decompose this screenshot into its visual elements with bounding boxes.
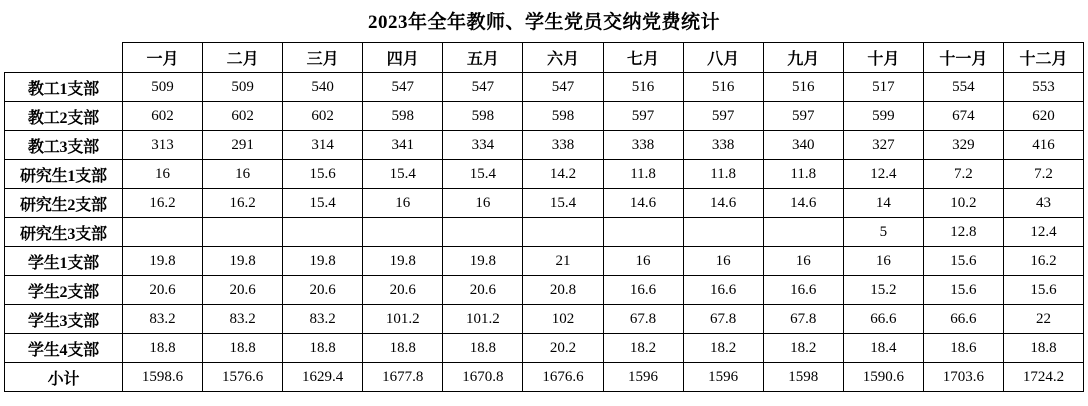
row-header-label: 学生1支部 [4, 247, 122, 276]
table-cell-value [122, 218, 202, 247]
table-cell-value: 11.8 [683, 160, 763, 189]
table-cell-value: 18.6 [923, 334, 1003, 363]
page-title: 2023年全年教师、学生党员交纳党费统计 [367, 12, 720, 33]
row-header-label: 研究生3支部 [4, 218, 122, 247]
table-cell-value: 20.6 [363, 276, 443, 305]
table-cell-value: 340 [763, 131, 843, 160]
column-header-month: 八月 [683, 43, 763, 73]
table-cell-value: 599 [843, 102, 923, 131]
table-row [4, 218, 1083, 247]
table-cell-value: 598 [523, 102, 603, 131]
table-cell-value: 314 [283, 131, 363, 160]
table-cell-value: 516 [763, 73, 843, 102]
table-cell-value: 553 [1003, 73, 1083, 102]
table-cell-value: 602 [203, 102, 283, 131]
table-cell-value: 16 [843, 247, 923, 276]
table-cell-value: 15.6 [923, 276, 1003, 305]
table-row [4, 160, 1083, 189]
column-header-month: 五月 [443, 43, 523, 73]
table-cell-value: 16 [122, 160, 202, 189]
table-cell-value: 1677.8 [363, 363, 443, 392]
table-cell-value: 12.4 [843, 160, 923, 189]
table-cell-value: 12.8 [923, 218, 1003, 247]
table-cell-value: 66.6 [923, 305, 1003, 334]
table-cell-value: 43 [1003, 189, 1083, 218]
table-cell-value: 14.2 [523, 160, 603, 189]
row-header-label: 学生4支部 [4, 334, 122, 363]
table-cell-value: 18.8 [283, 334, 363, 363]
table-cell-value: 329 [923, 131, 1003, 160]
table-cell-value: 18.2 [763, 334, 843, 363]
column-header-month: 二月 [203, 43, 283, 73]
column-header-month: 一月 [122, 43, 202, 73]
table-cell-value: 15.4 [443, 160, 523, 189]
row-header-label: 研究生2支部 [4, 189, 122, 218]
table-cell-value: 15.2 [843, 276, 923, 305]
table-cell-value: 16.2 [122, 189, 202, 218]
table-body [4, 73, 1083, 392]
table-cell-value: 16 [603, 247, 683, 276]
table-row [4, 305, 1083, 334]
column-header-month: 十一月 [923, 43, 1003, 73]
table-cell-value: 547 [443, 73, 523, 102]
table-cell-value: 516 [683, 73, 763, 102]
table-cell-value: 1670.8 [443, 363, 523, 392]
table-cell-value: 1724.2 [1003, 363, 1083, 392]
table-cell-value: 14 [843, 189, 923, 218]
table-cell-value: 18.8 [122, 334, 202, 363]
table-cell-value: 101.2 [443, 305, 523, 334]
table-cell-value: 554 [923, 73, 1003, 102]
table-cell-value: 1703.6 [923, 363, 1003, 392]
table-header [4, 43, 1083, 73]
table-cell-value [523, 218, 603, 247]
table-cell-value: 18.8 [363, 334, 443, 363]
table-cell-value: 19.8 [363, 247, 443, 276]
table-cell-value: 11.8 [603, 160, 683, 189]
table-cell-value: 597 [603, 102, 683, 131]
table-cell-value: 597 [683, 102, 763, 131]
table-cell-value: 602 [283, 102, 363, 131]
table-cell-value: 15.6 [1003, 276, 1083, 305]
column-header-month: 三月 [283, 43, 363, 73]
table-cell-value: 20.6 [283, 276, 363, 305]
table-cell-value: 1576.6 [203, 363, 283, 392]
table-cell-value: 10.2 [923, 189, 1003, 218]
table-cell-value: 15.4 [523, 189, 603, 218]
table-cell-value: 516 [603, 73, 683, 102]
table-cell-value: 16 [763, 247, 843, 276]
table-cell-value [763, 218, 843, 247]
table-cell-value: 18.8 [203, 334, 283, 363]
table-cell-value: 67.8 [763, 305, 843, 334]
table-cell-value: 16.6 [603, 276, 683, 305]
table-cell-value: 83.2 [122, 305, 202, 334]
table-cell-value: 547 [523, 73, 603, 102]
table-row [4, 334, 1083, 363]
table-cell-value: 66.6 [843, 305, 923, 334]
table-cell-value: 102 [523, 305, 603, 334]
table-cell-value: 19.8 [283, 247, 363, 276]
table-cell-value: 674 [923, 102, 1003, 131]
table-cell-value: 15.4 [283, 189, 363, 218]
table-cell-value: 18.2 [683, 334, 763, 363]
table-cell-value [683, 218, 763, 247]
table-cell-value: 20.6 [122, 276, 202, 305]
table-cell-value: 14.6 [603, 189, 683, 218]
party-dues-statistics-table [4, 42, 1084, 392]
table-row [4, 247, 1083, 276]
column-header-month: 四月 [363, 43, 443, 73]
table-cell-value: 16 [363, 189, 443, 218]
column-header-month: 九月 [763, 43, 843, 73]
table-cell-value: 101.2 [363, 305, 443, 334]
table-cell-value: 14.6 [763, 189, 843, 218]
table-cell-value: 1629.4 [283, 363, 363, 392]
table-cell-value: 1596 [683, 363, 763, 392]
row-header-label: 学生2支部 [4, 276, 122, 305]
row-header-label: 学生3支部 [4, 305, 122, 334]
table-cell-value: 83.2 [203, 305, 283, 334]
table-cell-value: 16 [683, 247, 763, 276]
table-cell-value: 313 [122, 131, 202, 160]
table-cell-value: 20.6 [203, 276, 283, 305]
table-cell-value: 338 [683, 131, 763, 160]
table-cell-value: 67.8 [683, 305, 763, 334]
table-cell-value [603, 218, 683, 247]
table-cell-value: 598 [443, 102, 523, 131]
table-cell-value: 67.8 [603, 305, 683, 334]
table-cell-value: 15.4 [363, 160, 443, 189]
table-row [4, 276, 1083, 305]
table-cell-value: 18.4 [843, 334, 923, 363]
table-cell-value: 16 [443, 189, 523, 218]
table-cell-value: 334 [443, 131, 523, 160]
table-cell-value [443, 218, 523, 247]
table-row [4, 363, 1083, 392]
table-cell-value: 83.2 [283, 305, 363, 334]
table-cell-value: 338 [523, 131, 603, 160]
table-cell-value: 291 [203, 131, 283, 160]
table-cell-value: 18.8 [443, 334, 523, 363]
table-cell-value: 7.2 [1003, 160, 1083, 189]
table-cell-value: 547 [363, 73, 443, 102]
table-cell-value: 509 [203, 73, 283, 102]
table-cell-value: 16.2 [203, 189, 283, 218]
row-header-label: 教工2支部 [4, 102, 122, 131]
table-cell-value: 15.6 [923, 247, 1003, 276]
table-cell-value [283, 218, 363, 247]
table-cell-value: 416 [1003, 131, 1083, 160]
table-cell-value: 517 [843, 73, 923, 102]
table-cell-value: 1598.6 [122, 363, 202, 392]
table-cell-value: 1676.6 [523, 363, 603, 392]
table-cell-value: 540 [283, 73, 363, 102]
table-cell-value: 5 [843, 218, 923, 247]
table-cell-value: 597 [763, 102, 843, 131]
table-row [4, 102, 1083, 131]
column-header-month: 十二月 [1003, 43, 1083, 73]
table-cell-value: 620 [1003, 102, 1083, 131]
row-header-label: 教工1支部 [4, 73, 122, 102]
table-cell-value: 18.2 [603, 334, 683, 363]
table-header-row [4, 43, 1083, 73]
row-header-label: 小计 [4, 363, 122, 392]
column-header-month: 十月 [843, 43, 923, 73]
table-cell-value: 16 [203, 160, 283, 189]
table-cell-value: 602 [122, 102, 202, 131]
table-cell-value: 598 [363, 102, 443, 131]
table-cell-value: 1598 [763, 363, 843, 392]
table-cell-value: 16.6 [683, 276, 763, 305]
table-cell-value: 20.2 [523, 334, 603, 363]
table-cell-value: 11.8 [763, 160, 843, 189]
table-cell-value: 1590.6 [843, 363, 923, 392]
row-header-label: 研究生1支部 [4, 160, 122, 189]
column-header-month: 七月 [603, 43, 683, 73]
table-cell-value: 19.8 [122, 247, 202, 276]
table-cell-value: 338 [603, 131, 683, 160]
table-cell-value: 341 [363, 131, 443, 160]
table-cell-value: 19.8 [443, 247, 523, 276]
table-row [4, 131, 1083, 160]
table-cell-value: 7.2 [923, 160, 1003, 189]
table-cell-value: 1596 [603, 363, 683, 392]
table-corner-cell [4, 43, 122, 73]
table-cell-value: 16.6 [763, 276, 843, 305]
column-header-month: 六月 [523, 43, 603, 73]
table-cell-value: 21 [523, 247, 603, 276]
table-cell-value [203, 218, 283, 247]
row-header-label: 教工3支部 [4, 131, 122, 160]
table-cell-value: 20.6 [443, 276, 523, 305]
table-cell-value: 22 [1003, 305, 1083, 334]
table-row [4, 189, 1083, 218]
table-row [4, 73, 1083, 102]
table-cell-value: 18.8 [1003, 334, 1083, 363]
table-cell-value: 327 [843, 131, 923, 160]
table-cell-value [363, 218, 443, 247]
table-cell-value: 12.4 [1003, 218, 1083, 247]
table-cell-value: 20.8 [523, 276, 603, 305]
table-cell-value: 16.2 [1003, 247, 1083, 276]
table-cell-value: 509 [122, 73, 202, 102]
table-cell-value: 14.6 [683, 189, 763, 218]
table-cell-value: 15.6 [283, 160, 363, 189]
table-cell-value: 19.8 [203, 247, 283, 276]
